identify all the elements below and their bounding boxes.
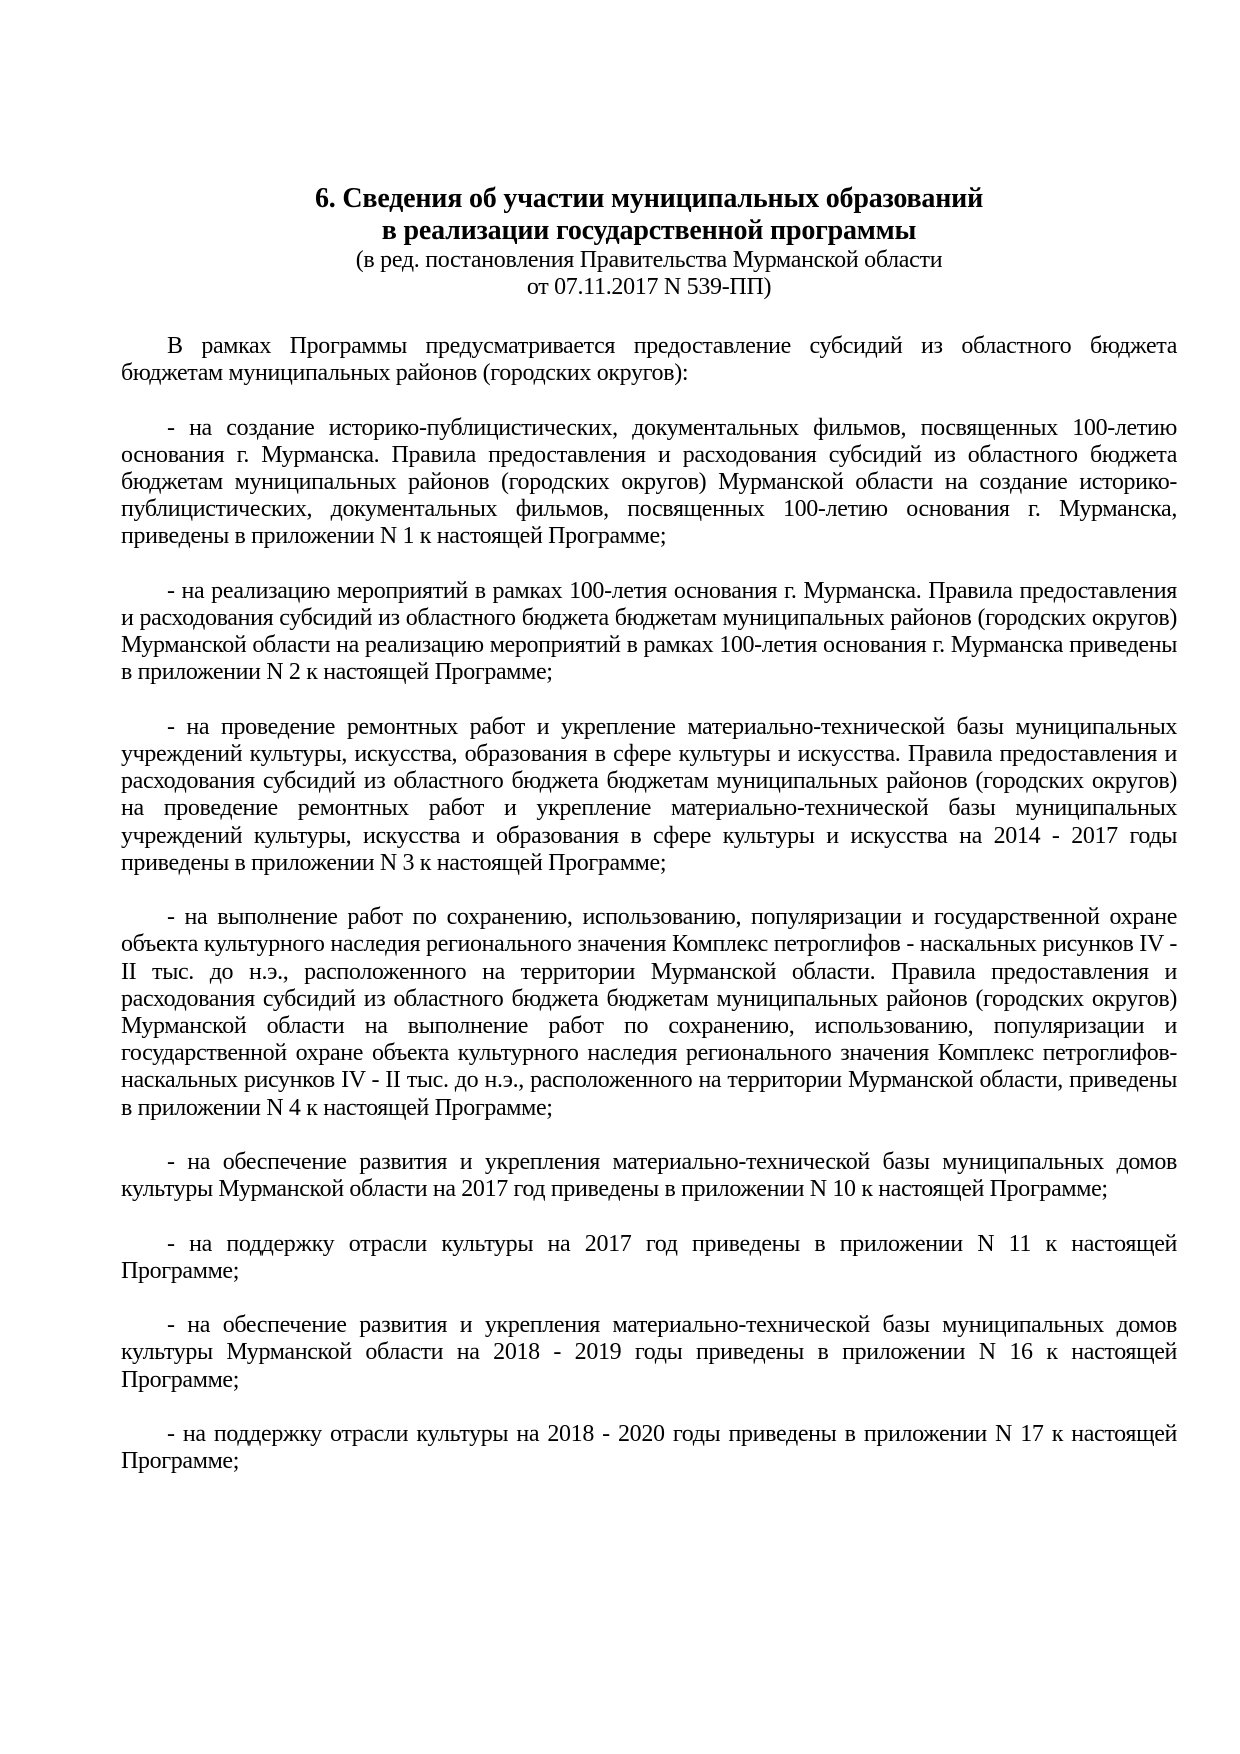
section-title-line-2: в реализации государственной программы — [381, 215, 917, 246]
subsidy-item-6: - на поддержку отрасли культуры на 2017 год приведены в приложении N 11 к настоящей Программе; — [121, 1230, 1177, 1284]
subsidy-item-4: - на выполнение работ по сохранению, использованию, популяризации и государственной охране объекта культурного наследия регионального значения Комплекс петроглифов - наскальных рисунков IV - II тыс. до н.э., расположенного на территории Мурманской области. Правила предоставления и расходования субсидий из областного бюджета бюджетам муниципальных районов (городских округов) Мурманской области на выполнение работ по сохранению, использованию, популяризации и государственной охране объекта культурного наследия регионального значения Комплекс петроглифов-наскальных рисунков IV - II тыс. до н.э., расположенного на территории Мурманской области, приведены в приложении N 4 к настоящей Программе; — [121, 904, 1177, 1121]
amendment-note-line-1: (в ред. постановления Правительства Мурманской области — [355, 247, 943, 273]
subsidy-item-7: - на обеспечение развития и укрепления материально-технической базы муниципальных домов культуры Мурманской области на 2018 - 2019 годы приведены в приложении N 16 к настоящей Программе; — [121, 1312, 1177, 1393]
amendment-note-line-2: от 07.11.2017 N 539-ПП) — [526, 274, 772, 300]
subsidy-item-2: - на реализацию мероприятий в рамках 100-летия основания г. Мурманска. Правила предоставления и расходования субсидий из областного бюджета бюджетам муниципальных районов (городских округов) Мурманской области на реализацию мероприятий в рамках 100-летия основания г. Мурманска приведены в приложении N 2 к настоящей Программе; — [121, 577, 1177, 686]
subsidy-item-5: - на обеспечение развития и укрепления материально-технической базы муниципальных домов культуры Мурманской области на 2017 год приведены в приложении N 10 к настоящей Программе; — [121, 1149, 1177, 1203]
subsidy-item-3: - на проведение ремонтных работ и укрепление материально-технической базы муниципальных учреждений культуры, искусства, образования в сфере культуры и искусства. Правила предоставления и расходования субсидий из областного бюджета бюджетам муниципальных районов (городских округов) на проведение ремонтных работ и укрепление материально-технической базы муниципальных учреждений культуры, искусства и образования в сфере культуры и искусства на 2014 - 2017 годы приведены в приложении N 3 к настоящей Программе; — [121, 713, 1177, 876]
subsidy-item-8: - на поддержку отрасли культуры на 2018 - 2020 годы приведены в приложении N 17 к настоящей Программе; — [121, 1421, 1177, 1475]
subsidy-item-1: - на создание историко-публицистических, документальных фильмов, посвященных 100-летию основания г. Мурманска. Правила предоставления и расходования субсидий из областного бюджета бюджетам муниципальных районов (городских округов) Мурманской области на создание историко-публицистических, документальных фильмов, посвященных 100-летию основания г. Мурманска, приведены в приложении N 1 к настоящей Программе; — [121, 414, 1177, 550]
section-title-line-1: 6. Сведения об участии муниципальных образований — [314, 183, 984, 214]
section-heading — [121, 183, 1177, 301]
intro-paragraph: В рамках Программы предусматривается предоставление субсидий из областного бюджета бюджетам муниципальных районов (городских округов): — [121, 333, 1177, 387]
document-body — [121, 333, 1177, 1503]
